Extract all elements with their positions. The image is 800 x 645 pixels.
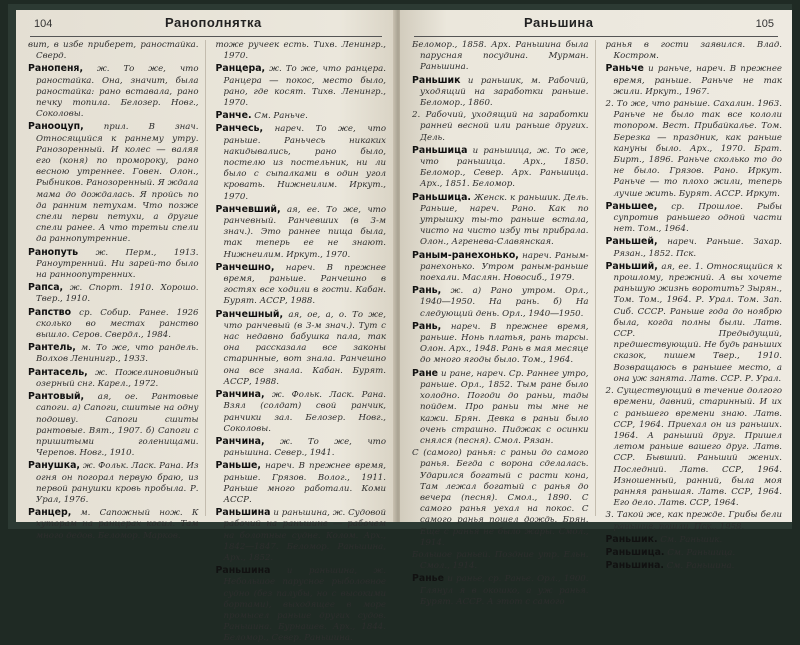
dictionary-entry bbox=[412, 250, 589, 285]
entry-body: Женск. к раньшик. Дель. Раньше, нареч. Рано. Как по утрышку ты-то раньше встала, чисто на чисто избу ты прибрала. Олон., Агренева-Славянская. bbox=[420, 192, 589, 248]
right-column-2 bbox=[605, 40, 783, 572]
dictionary-entry bbox=[216, 565, 387, 644]
entry-body: ж. Фольк. Ласк. Рана. Из огня он погорал первую браю, из первой ранушки кровь пробыла. Р. Урал, 1976. bbox=[36, 461, 199, 505]
entry-body: нареч. Раным-ранехонько. Утром раным-раньше поехали. Маслян. Новосиб., 1979. bbox=[420, 250, 589, 284]
right-running-head bbox=[414, 14, 778, 37]
entry-headword: Раньший, bbox=[605, 260, 658, 272]
entry-headword: Раным-ранехонько, bbox=[412, 249, 519, 261]
entry-body: Беломор., 1858. Арх. Раньшина была парусная посудина. Мурман. Раньшина. bbox=[412, 40, 589, 73]
dictionary-entry bbox=[216, 123, 387, 202]
entry-body: нареч. В прежнее время, раньше. Грязов. Волог., 1911. Раньше много работали. Коми АССР. bbox=[223, 461, 387, 505]
entry-body: тоже ручеек есть. Тихв. Ленингр., 1970. bbox=[215, 40, 386, 62]
entry-body: ранья в гости заявился. Влад. Костром. bbox=[605, 40, 782, 62]
entry-headword: Раньшица. bbox=[412, 191, 471, 203]
entry-headword: Рань, bbox=[412, 320, 442, 332]
dictionary-entry bbox=[412, 40, 589, 74]
entry-headword: Рантель, bbox=[28, 342, 76, 354]
dictionary-entry bbox=[606, 386, 783, 509]
dictionary-entry bbox=[606, 99, 783, 200]
right-columns bbox=[412, 40, 783, 607]
entry-body: и раньче, нареч. В прежнее время, раньше. Раньче не так жили. Иркут., 1967. bbox=[613, 64, 783, 97]
entry-headword: Раньшик bbox=[412, 74, 461, 86]
dictionary-entry bbox=[412, 75, 589, 110]
entry-body: и раньшица, ж. То же, что раньшица. Арх., 1850. Беломор., Север. Арх. Раньшица. Арх., 1851. Беломор. bbox=[420, 145, 589, 190]
entry-body: ж. Пожелиновидный озерный снг. Карел., 1972. bbox=[36, 367, 199, 389]
entry-body: м. Сапожный нож. К хуторам на ранцерах косил. Там много дедов. Беломор. Марков. bbox=[36, 508, 199, 541]
entry-body: ая, ее. 1. Относящийся к прошлому, прежний. А вы хочете раньшую жизнь воротить? Зырян., Том. Том., 1964. Р. Урал. Том. Зап. Сиб. СССР. Раньше года до ноябрю была, когда полны были. Латв. ССР. Предыдущий, предшествующий. Не будь раньших сказок, пишем Твер., 1910. Возвращаюсь в раньшее место, а она уж занята. Латв. ССР. Р. Урал. bbox=[613, 261, 783, 384]
entry-headword: Раньшей, bbox=[605, 236, 658, 248]
dictionary-entry bbox=[412, 448, 589, 549]
entry-body: и раньшина, ж. Судовой рабочий на раньшине ― рабочем на болотные судне. Колом. Арх., 1842―1847. Беломор. Раньшина, Арх., 1852. bbox=[223, 508, 386, 563]
entry-body: нареч. В прежнее время, раньше. Нонь платья, рань тарсы. Олон. Арх., 1948. Рань в мая месяце до много ягоды было. Том., 1964. bbox=[420, 321, 589, 366]
right-page bbox=[400, 10, 792, 607]
dictionary-entry bbox=[606, 236, 783, 259]
entry-body: ая, ее. То же, что ранчевный. Ранчевших (в 3-м знач.). Это раннее пища была, так теперь ее не знают. Нижнеилим. Иркут., 1970. bbox=[223, 204, 386, 260]
entry-body: ж. То же, что раньшина. Север., 1941. bbox=[223, 436, 387, 459]
left-columns bbox=[28, 40, 387, 644]
dictionary-entry bbox=[412, 110, 589, 144]
entry-body: вит, в избе приберет, раностайка. Сверд. bbox=[28, 40, 199, 62]
entry-body: нареч. Раньше. Захар. Рязан., 1852. Пск. bbox=[613, 237, 782, 259]
dictionary-entry bbox=[216, 309, 387, 388]
entry-headword: Раньшина bbox=[215, 565, 271, 577]
dictionary-entry bbox=[412, 145, 589, 191]
dictionary-entry bbox=[606, 201, 783, 236]
entry-body: 3. Такой же, как прежде. Грибы бели раньшие, пошли. Пск., 1958. bbox=[605, 510, 782, 532]
dictionary-entry bbox=[28, 391, 199, 459]
entry-body: нареч. В прежнее время, раньше. Ранчешно в гостях все ходили в гости. Кабан. Бурят. АССР, 1988. bbox=[223, 262, 387, 307]
entry-body: и ране, нареч. Ср. Раннее утро, раньше. Орл., 1852. Тым ране было холодно. Погоди до раньи, тады пойдем. Про раньи ты мне не кажи. Брян. Девка в раньи было очень страшно. Пиджак с осинки снялся (песня). Смол. Рязан. bbox=[420, 368, 589, 446]
dictionary-entry bbox=[28, 460, 199, 506]
dictionary-entry bbox=[216, 389, 387, 435]
entry-headword: Рапство bbox=[28, 306, 72, 318]
dictionary-entry bbox=[412, 550, 589, 572]
entry-body: ср. Прошлое. Рыбы супротив раньшего одной части нет. Том., 1964. bbox=[613, 201, 782, 235]
entry-headword: Ранушка, bbox=[28, 460, 80, 472]
entry-headword: Ранцер, bbox=[28, 507, 72, 519]
dictionary-entry bbox=[28, 307, 199, 342]
dictionary-entry bbox=[606, 534, 783, 546]
right-page-number: 105 bbox=[755, 18, 774, 30]
open-book bbox=[8, 4, 792, 644]
entry-body: и раньшина, ж. Небольшое парусное рыболовное судно (без палубы, но с высокими бортами), выходящее в море промысел раньше других судов. Раньшина. Бурнашев. Арх., 1844. Беломор., Север. Раньшина. bbox=[223, 566, 387, 644]
entry-body: См. Раньче. bbox=[254, 111, 308, 122]
left-page bbox=[16, 10, 396, 644]
entry-headword: Ранчевший, bbox=[215, 203, 281, 215]
entry-body: и раньшик, м. Рабочий, уходящий на заработки раньше. Беломор., 1860. bbox=[420, 75, 589, 109]
entry-headword: Ране bbox=[412, 367, 439, 379]
entry-headword: Раньшик. bbox=[605, 533, 658, 545]
entry-headword: Раньше, bbox=[215, 460, 261, 472]
entry-headword: Ранье bbox=[412, 573, 444, 585]
dictionary-entry bbox=[216, 507, 387, 564]
entry-body: ж. То же, что ранцера. Ранцера ― покос, место было, рано, где косят. Тихв. Ленингр., 1970. bbox=[223, 64, 387, 109]
entry-headword: Ранчесь, bbox=[215, 123, 264, 135]
dictionary-entry bbox=[28, 40, 199, 62]
dictionary-entry bbox=[216, 40, 387, 62]
right-running-title: Раньшина bbox=[524, 15, 594, 30]
dictionary-entry bbox=[606, 547, 783, 559]
dictionary-entry bbox=[28, 63, 199, 120]
dictionary-entry bbox=[28, 367, 199, 390]
entry-headword: Ранопеня, bbox=[28, 63, 84, 75]
dictionary-entry bbox=[28, 121, 199, 245]
entry-headword: Ранчина, bbox=[215, 435, 265, 447]
dictionary-entry bbox=[606, 63, 783, 98]
dictionary-entry bbox=[28, 507, 199, 542]
dictionary-entry bbox=[412, 368, 589, 447]
entry-body: ср. Собир. Ранее. 1926 сколько во местах ранство вышло. Серов. Свердл., 1984. bbox=[36, 307, 199, 341]
entry-headword: Рантасель, bbox=[28, 366, 88, 378]
dictionary-entry bbox=[28, 282, 199, 305]
dictionary-entry bbox=[606, 510, 783, 532]
left-column-1 bbox=[28, 40, 206, 541]
left-running-title: Ранополнятка bbox=[165, 15, 262, 30]
dictionary-entry bbox=[28, 342, 199, 365]
entry-body: ж. Фольк. Ласк. Рана. Взял (солдат) свой ранчик, ранчики зал. Белозер. Новг., Соколовы. bbox=[223, 390, 386, 434]
entry-headword: Ранчина, bbox=[215, 389, 265, 401]
entry-headword: Раньшица bbox=[412, 144, 468, 156]
dictionary-entry bbox=[216, 262, 387, 308]
entry-body: 2. То же, что раньше. Сахалин. 1963. Раньче не было так все кололи топором. Вест. Прибайкалье. Том. Березка ― праздник, как раньше кануны было. Арх., 1970. Брат. Бирт., 1896. Раньче сколько то до не было. Грязов. Рано. Иркут. Раньче ― то плохо жили, теперь лучше жить. Бурят. АССР. Иркут. bbox=[605, 99, 782, 199]
entry-body: С (самого) ранья: с раньи до самого ранья. Бегда с ворона сделалась. Ударился богатый с расти кона, Там лежал богатый с ранья до вечера (песня). Смол., 1890. С самого ранья уехал на покос. С самого ранья пошел дождь. Брян. Еще с ранья не было жары. Смол., 1914. bbox=[412, 448, 589, 548]
entry-body: См. Раньшина. bbox=[666, 561, 735, 572]
entry-body: См. Раньшик. bbox=[660, 534, 723, 545]
entry-body: нареч. То же, что раньше. Раньчесь никаких накидывались, рано было, постелю из постельник, ни ли было с сыпалками в один угол кровать. Нижнеилим. Иркут., 1970. bbox=[223, 124, 386, 202]
entry-headword: Раньшина. bbox=[605, 560, 664, 572]
dictionary-entry bbox=[216, 204, 387, 261]
entry-body: ая, ое. Рантовые сапоги. а) Сапоги, сшитые на одну подошву. Сапоги сшиты рантовые. Вят., 1907. б) Сапоги с пришитыми голенищами. Черепов. Новг., 1910. bbox=[36, 392, 199, 459]
entry-headword: Ранопуть bbox=[28, 246, 79, 258]
dictionary-entry bbox=[28, 247, 199, 282]
entry-headword: Раньче bbox=[605, 63, 644, 75]
dictionary-entry bbox=[216, 110, 387, 122]
right-column-1 bbox=[412, 40, 596, 607]
dictionary-entry bbox=[216, 436, 387, 459]
dictionary-entry bbox=[412, 192, 589, 249]
dictionary-entry bbox=[412, 285, 589, 320]
entry-headword: Раньшица. bbox=[605, 546, 665, 558]
entry-headword: Ранчешный, bbox=[215, 308, 284, 320]
entry-body: м. То же, что рандель. Волхов Ленинигр., 1933. bbox=[36, 343, 199, 365]
entry-body: 2. Рабочий, уходящий на заработки ранней весной или раньше других. Дель. bbox=[412, 110, 589, 143]
dictionary-entry bbox=[216, 63, 387, 109]
dictionary-entry bbox=[606, 40, 783, 62]
dictionary-entry bbox=[606, 261, 783, 385]
entry-body: 2. Существующий в течение долгого времени, давний, старинный. И их с раньшего времени знаю. Латв. ССР, 1964. Приехал он из раньших. 1964. А раньший друг. Пришел летом раньше вашего друг. Латв. ССР. Бывший. Раньший жених. Последний. Латв. ССР, 1964. Изношенный, ранний, была моя ранняя раньшая. Латв. ССР, 1964. Его дело. Латв. ССР, 1964. bbox=[605, 386, 782, 509]
entry-headword: Рань, bbox=[412, 285, 442, 297]
entry-headword: Ранооцуп, bbox=[28, 121, 84, 133]
entry-body: и ранье, ср. Ранье. Орл., 1900. Глянул я в окошко, а уж ранья. Бурят. АССР. А этот с самого bbox=[420, 574, 589, 607]
entry-body: ж. а) Рано утром. Орл., 1940―1950. На рань. б) На следующий день. Орл., 1940―1950. bbox=[420, 286, 589, 319]
dictionary-entry bbox=[412, 321, 589, 367]
dictionary-entry bbox=[216, 460, 387, 506]
entry-headword: Рантовый, bbox=[28, 391, 85, 403]
dictionary-entry bbox=[412, 573, 589, 608]
entry-body: ж. Перм., 1913. Раноутренний. Ни зарей-то было на ранноопутренних. bbox=[36, 247, 199, 281]
entry-body: Большое раньей. Поздние утр. Ельн. Смол., 1914. bbox=[412, 549, 589, 572]
dictionary-entry bbox=[606, 560, 783, 572]
entry-body: ая, ое, а, о. То же, что ранчевый (в 3-м знач.). Тут с нас недавно бабушка пала, так она рассказала все законы старинные, вот знала. Ранчешно она все знала. Кабан. Бурят. АССР, 1988. bbox=[223, 309, 387, 387]
entry-headword: Ранчешно, bbox=[215, 261, 275, 273]
entry-body: ж. То же, что раностайка. Она, значит, была раностайка: рано вставала, рано печку топила. Белозер. Новг., Соколовы. bbox=[36, 64, 199, 120]
entry-headword: Раньшина bbox=[215, 507, 271, 519]
left-column-2 bbox=[215, 40, 387, 644]
entry-headword: Рапса, bbox=[28, 282, 64, 294]
left-running-head bbox=[30, 14, 382, 37]
entry-headword: Ранче. bbox=[215, 110, 252, 122]
entry-body: прил. В знач. Относящийся к раннему утру. Ранозоренный. И колес ― валяя его (коня) по промороку, рано весною утреннее. Говен. Олон., Рыбников. Ранозоренный. Я ждала мама до дождалась. Я пройсь по да ранним петухам. Что позже спели перви петухи, а другие спели ранее. А что третьи спели да раннопутренние. bbox=[36, 122, 199, 245]
entry-body: См. Раньшица. bbox=[667, 547, 736, 558]
left-page-number: 104 bbox=[34, 18, 53, 30]
entry-headword: Раньшее, bbox=[605, 200, 658, 212]
entry-body: ж. Спорт. 1910. Хорошо. Твер., 1910. bbox=[36, 283, 199, 305]
entry-headword: Ранцера, bbox=[215, 63, 266, 75]
